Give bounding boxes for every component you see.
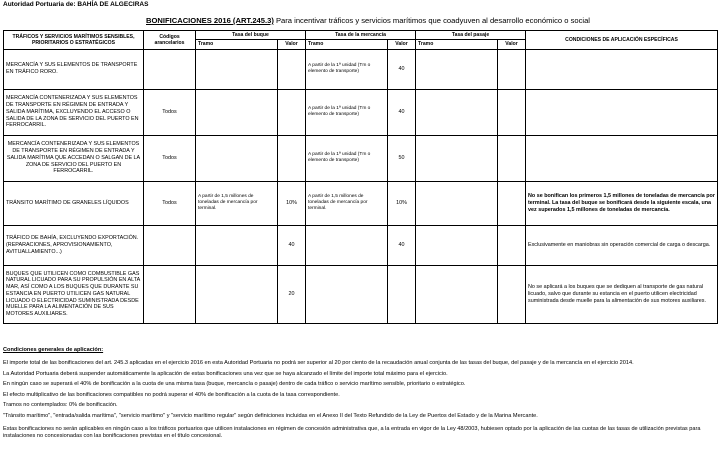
row-codes (144, 49, 196, 89)
row-codes (144, 225, 196, 265)
condition-item: La Autoridad Portuaria deberá suspender automáticamente la aplicación de estas bonificaciones una vez que se haya alcanzado el límite del importe total máximo para el ejercicio. (3, 370, 448, 377)
table-row (4, 225, 718, 265)
header-codes: Códigos arancelarios (144, 31, 196, 50)
bonifications-table (3, 30, 718, 324)
row-buque-valor: 40 (278, 225, 306, 265)
row-merc-valor: 50 (388, 135, 416, 181)
row-pas-tramo (416, 225, 498, 265)
row-conditions (526, 49, 718, 89)
row-conditions: No se aplicará a los buques que se dediquen al transporte de gas natural licuado, salvo que durante su estancia en el puerto utilicen electricidad suministrada desde muelle para la alimentación de sus motores auxiliares. (526, 265, 718, 323)
header-buque: Tasa del buque (196, 31, 306, 40)
header-mercancia: Tasa de la mercancía (306, 31, 416, 40)
row-buque-tramo (196, 89, 278, 135)
row-pas-valor (498, 225, 526, 265)
general-conditions (3, 347, 717, 443)
row-buque-valor (278, 49, 306, 89)
port-authority-header: Autoridad Portuaria de: BAHÍA DE ALGECIRAS (3, 1, 149, 8)
row-pas-valor (498, 265, 526, 323)
row-pas-valor (498, 89, 526, 135)
row-buque-valor: 20 (278, 265, 306, 323)
table-row (4, 135, 718, 181)
row-merc-tramo (306, 265, 388, 323)
row-traffic: BUQUES QUE UTILICEN COMO COMBUSTIBLE GAS NATURAL LICUADO PARA SU PROPULSIÓN EN ALTA MAR, ASÍ COMO A LOS BUQUES QUE DURANTE SU ESTANCIA EN PUERTO UTILICEN GAS NATURAL LICUADO O ELECTRICIDAD SUMINISTRADA DESDE MUELLE PARA LA ALIMENTACIÓN DE SUS MOTORES AUXILIARES. (4, 265, 144, 323)
row-merc-valor: 40 (388, 49, 416, 89)
header-traffic: TRÁFICOS Y SERVICIOS MARÍTIMOS SENSIBLES, PRIORITARIOS O ESTRATÉGICOS (4, 31, 144, 50)
row-buque-valor (278, 135, 306, 181)
conditions-heading: Condiciones generales de aplicación: (3, 347, 104, 353)
condition-item: El importe total de las bonificaciones del art. 245.3 aplicadas en el ejercicio 2016 en esta Autoridad Portuaria no podrá ser superior al 20 por ciento de la recaudación anual conjunta de las tasas del buque, del pasaje y de la mercancía en el ejercicio 2014. (3, 359, 634, 366)
row-buque-tramo (196, 49, 278, 89)
table-row (4, 49, 718, 89)
row-merc-tramo: A partir de la 1ª unidad (Tm o elemento de transporte) (306, 89, 388, 135)
row-buque-tramo: A partir de 1,5 millones de toneladas de mercancía por terminal. (196, 181, 278, 225)
header-pas-valor: Valor (498, 40, 526, 49)
row-merc-valor (388, 265, 416, 323)
row-pas-valor (498, 49, 526, 89)
header-merc-valor: Valor (388, 40, 416, 49)
table-row (4, 181, 718, 225)
row-pas-tramo (416, 181, 498, 225)
row-merc-valor: 40 (388, 225, 416, 265)
condition-item: Tramos no contemplados: 0% de bonificación. (3, 402, 118, 409)
row-traffic: TRÁNSITO MARÍTIMO DE GRANELES LÍQUIDOS (4, 181, 144, 225)
row-traffic: MERCANCÍA CONTENERIZADA Y SUS ELEMENTOS DE TRANSPORTE EN RÉGIMEN DE ENTRADA Y SALIDA MARÍTIMA QUE ACCEDAN O SALGAN DE LA ZONA DE SERVICIO DEL PUERTO EN FERROCARRIL. (4, 135, 144, 181)
header-merc-tramo: Tramo (306, 40, 388, 49)
row-pas-valor (498, 135, 526, 181)
row-conditions (526, 89, 718, 135)
row-codes (144, 265, 196, 323)
row-buque-valor (278, 89, 306, 135)
row-traffic: TRÁFICO DE BAHÍA, EXCLUYENDO EXPORTACIÓN. (REPARACIONES, APROVISIONAMIENTO, AVITUALLAMIENTO...) (4, 225, 144, 265)
row-conditions: Exclusivamente en maniobras sin operación comercial de carga o descarga. (526, 225, 718, 265)
header-pasaje: Tasa del pasaje (416, 31, 526, 40)
row-merc-tramo: A partir de la 1ª unidad (Tm o elemento de transporte) (306, 135, 388, 181)
row-buque-valor: 10% (278, 181, 306, 225)
row-merc-valor: 40 (388, 89, 416, 135)
document-title (146, 16, 590, 25)
row-traffic: MERCANCÍA Y SUS ELEMENTOS DE TRANSPORTE EN TRÁFICO RORO. (4, 49, 144, 89)
condition-item: El efecto multiplicativo de las bonificaciones compatibles no podrá superar el 40% de bonificación a la cuota de la tasa correspondiente. (3, 391, 340, 398)
row-pas-tramo (416, 89, 498, 135)
table-row (4, 265, 718, 323)
table-row (4, 89, 718, 135)
row-merc-valor: 10% (388, 181, 416, 225)
row-codes: Todos (144, 181, 196, 225)
condition-item: En ningún caso se superará el 40% de bonificación a la cuota de una misma tasa (buque, mercancía o pasaje) dentro de cada tráfico o servicio marítimo sensible, prioritario o estratégico. (3, 381, 466, 388)
row-buque-tramo (196, 265, 278, 323)
row-merc-tramo: A partir de la 1ª unidad (Tm o elemento de transporte) (306, 49, 388, 89)
row-merc-tramo (306, 225, 388, 265)
row-pas-tramo (416, 265, 498, 323)
header-buque-tramo: Tramo (196, 40, 278, 49)
row-codes: Todos (144, 135, 196, 181)
row-merc-tramo: A partir de 1,5 millones de toneladas de mercancía por terminal. (306, 181, 388, 225)
row-traffic: MERCANCÍA CONTENERIZADA Y SUS ELEMENTOS DE TRANSPORTE EN RÉGIMEN DE ENTRADA Y SALIDA MARÍTIMA, EXCLUYENDO EL ACCESO O SALIDA DE LA ZONA DE SERVICIO DEL PUERTO EN FERROCARRIL. (4, 89, 144, 135)
row-codes: Todos (144, 89, 196, 135)
row-buque-tramo (196, 135, 278, 181)
row-conditions: No se bonifican los primeros 1,5 millones de toneladas de mercancía por terminal. La tasa del buque se bonificará desde la siguiente escala, una vez superados 1,5 millones de toneladas de mercancía. (526, 181, 718, 225)
row-pas-valor (498, 181, 526, 225)
header-buque-valor: Valor (278, 40, 306, 49)
condition-item: "Tránsito marítimo", "entrada/salida marítima", "servicio marítimo" y "servicio marítimo regular" según definiciones incluidas en el Anexo II del Texto Refundido de la Ley de Puertos del Estado y de la Marina Mercante. (3, 412, 538, 419)
row-pas-tramo (416, 135, 498, 181)
row-conditions (526, 135, 718, 181)
header-pas-tramo: Tramo (416, 40, 498, 49)
title-bold: BONIFICACIONES 2016 (ART.245.3) (146, 16, 274, 25)
condition-item: Estas bonificaciones no serán aplicables en ningún caso a los tráficos portuarios que utilicen instalaciones en régimen de concesión administrativa que, a la entrada en vigor de la Ley 48/2003, hubiesen optado por la aplicación de las cuotas de las tasas de utilización previstas para instalaciones no concesionadas con las bonificaciones previstas en el título concesional. (3, 425, 701, 439)
row-buque-tramo (196, 225, 278, 265)
row-pas-tramo (416, 49, 498, 89)
header-conditions: CONDICIONES DE APLICACIÓN ESPECÍFICAS (526, 31, 718, 50)
title-rest: Para incentivar tráficos y servicios marítimos que coadyuven al desarrollo económico o social (273, 16, 590, 25)
